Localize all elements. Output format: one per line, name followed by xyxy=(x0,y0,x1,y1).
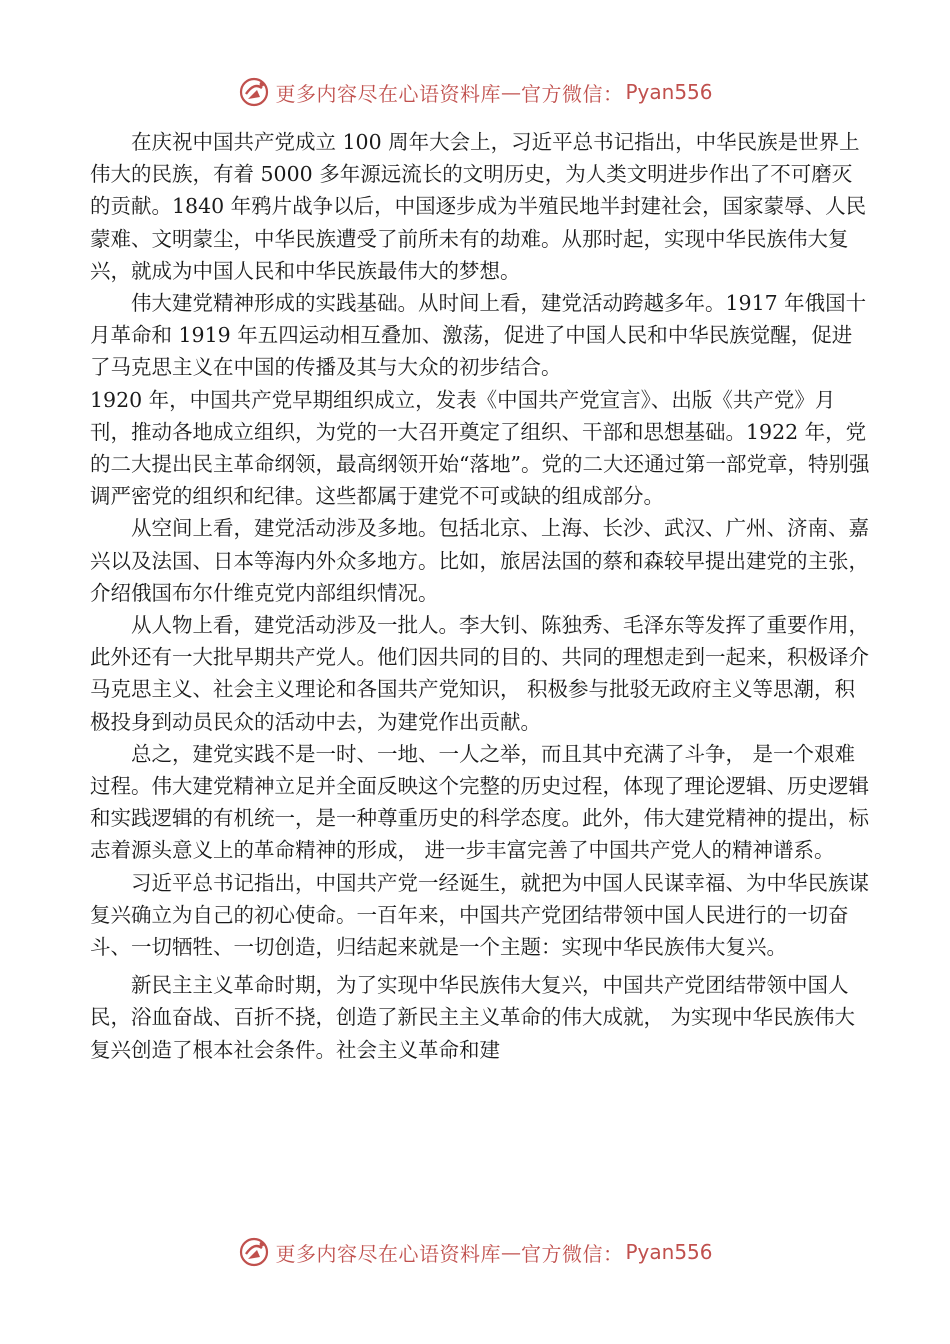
paragraph: 在庆祝中国共产党成立 100 周年大会上，习近平总书记指出，中华民族是世界上伟大的民族，有着 5000 多年源远流长的文明历史，为人类文明进步作出了不可磨灭的贡献。1840 年鸦片战争以后，中国逐步成为半殖民地半封建社会，国家蒙辱、人民蒙难、文明蒙尘，中华民族遭受了前所未有的劫难。从那时起，实现中华民族伟大复兴，就成为中国人民和中华民族最伟大的梦想。 xyxy=(90,130,867,283)
banner-account: Pyan556 xyxy=(625,80,713,104)
paragraph: 新民主主义革命时期，为了实现中华民族伟大复兴，中国共产党团结带领中国人民，浴血奋战、百折不挠，创造了新民主主义革命的伟大成就， 为实现中华民族伟大复兴创造了根本社会条件。社会主义革命和建 xyxy=(90,973,856,1062)
paragraph: 从人物上看，建党活动涉及一批人。李大钊、陈独秀、毛泽东等发挥了重要作用，此外还有一大批早期共产党人。他们因共同的目的、共同的理想走到一起来，积极译介马克思主义、社会主义理论和各国共产党知识， 积极参与批驳无政府主义等思潮，积极投身到动员民众的活动中去，为建党作出贡献。 xyxy=(90,613,869,734)
paragraph: 伟大建党精神形成的实践基础。从时间上看，建党活动跨越多年。1917 年俄国十月革命和 1919 年五四运动相互叠加、激荡，促进了中国人民和中华民族觉醒，促进了马克思主义在中国的传播及其与大众的初步结合。 xyxy=(90,291,867,380)
banner-label: 官方微信： xyxy=(520,81,624,106)
paragraph: 从空间上看，建党活动涉及多地。包括北京、上海、长沙、武汉、广州、济南、嘉兴以及法国、日本等海内外众多地方。比如，旅居法国的蔡和森较早提出建党的主张，介绍俄国布尔什维克党内部组织情况。 xyxy=(90,516,869,605)
document-body xyxy=(90,126,870,1066)
banner-text: 更多内容尽在心语资料库 xyxy=(275,81,501,106)
paragraph: 习近平总书记指出，中国共产党一经诞生，就把为中国人民谋幸福、为中华民族谋复兴确立为自己的初心使命。一百年来，中国共产党团结带领中国人民进行的一切奋斗、一切牺牲、一切创造，归结起来就是一个主题：实现中华民族伟大复兴。 xyxy=(90,870,869,960)
paragraph: 1920 年，中国共产党早期组织成立，发表《中国共产党宣言》、出版《共产党》月刊，推动各地成立组织，为党的一大召开奠定了组织、干部和思想基础。1922 年，党的二大提出民主革命纲领，最高纲领开始“落地”。党的二大还通过第一部党章，特别强调严密党的组织和纪律。这些都属于建党不可或缺的组成部分。 xyxy=(90,387,870,509)
banner-label: 官方微信： xyxy=(520,1241,624,1266)
footer-banner xyxy=(0,1232,950,1272)
banner-separator: — xyxy=(500,80,521,104)
banner-separator: — xyxy=(500,1240,521,1264)
header-banner xyxy=(0,72,950,112)
library-logo-icon xyxy=(237,75,271,109)
library-logo-icon xyxy=(237,1235,271,1269)
paragraph: 总之，建党实践不是一时、一地、一人之举，而且其中充满了斗争， 是一个艰难过程。伟大建党精神立足并全面反映这个完整的历史过程，体现了理论逻辑、历史逻辑和实践逻辑的有机统一，是一种尊重历史的科学态度。此外，伟大建党精神的提出，标志着源头意义上的革命精神的形成， 进一步丰富完善了中国共产党人的精神谱系。 xyxy=(90,741,869,863)
banner-account: Pyan556 xyxy=(625,1240,713,1264)
banner-text: 更多内容尽在心语资料库 xyxy=(275,1241,501,1266)
